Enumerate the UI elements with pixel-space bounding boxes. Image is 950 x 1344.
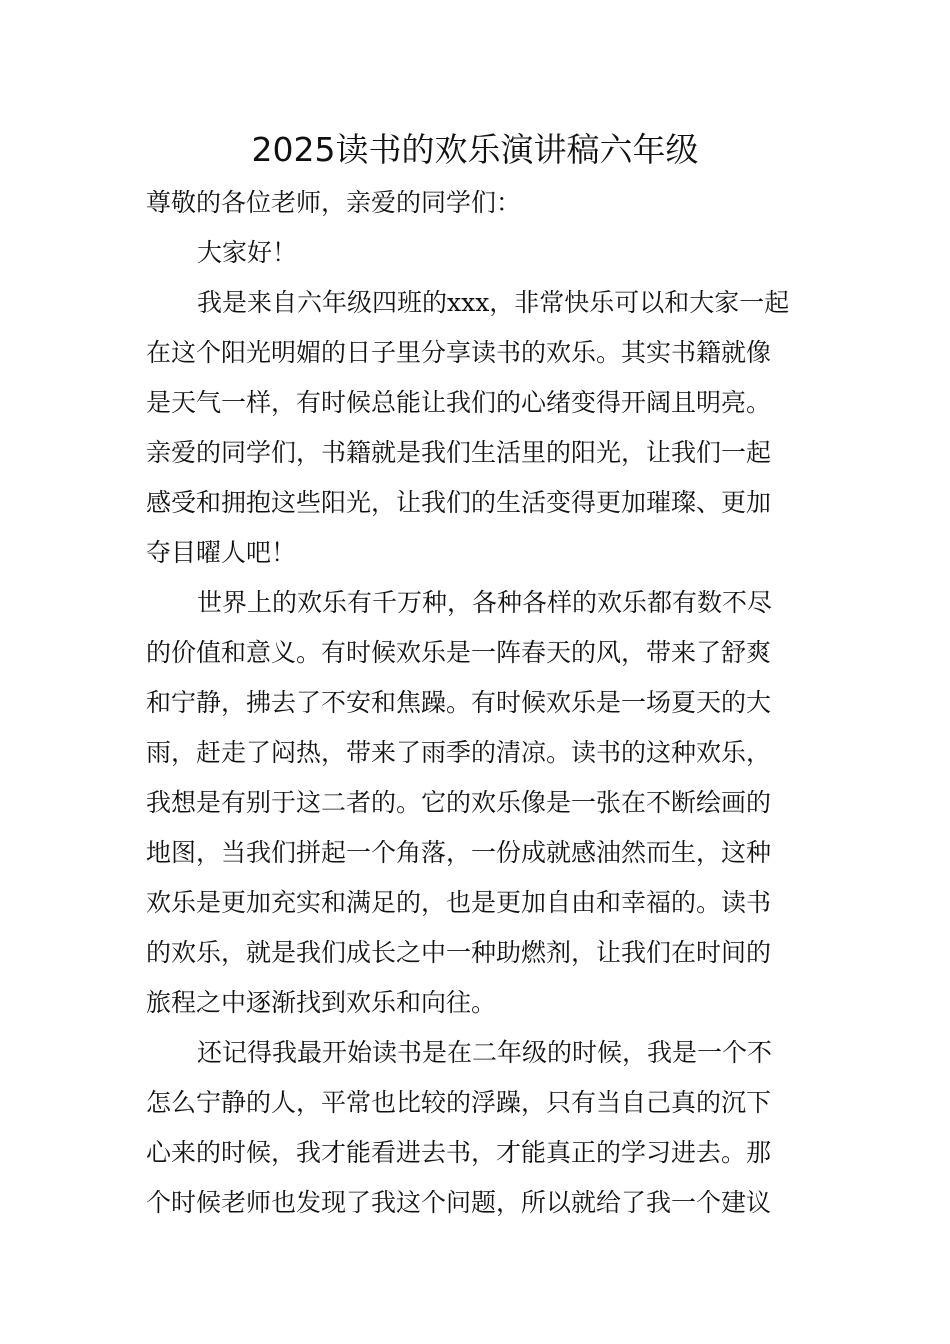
text-line: 地图，当我们拼起一个角落，一份成就感油然而生，这种: [146, 838, 772, 867]
text-line: 尊敬的各位老师，亲爱的同学们：: [146, 188, 522, 217]
text-line: 雨，赶走了闷热，带来了雨季的清凉。读书的这种欢乐，: [146, 738, 772, 767]
text-line: 的价值和意义。有时候欢乐是一阵春天的风，带来了舒爽: [146, 638, 772, 667]
text-line: 个时候老师也发现了我这个问题，所以就给了我一个建议: [146, 1188, 772, 1217]
text-line: 旅程之中逐渐找到欢乐和向往。: [146, 988, 497, 1017]
text-line: 夺目曜人吧！: [146, 538, 297, 567]
text-line: 感受和拥抱这些阳光，让我们的生活变得更加璀璨、更加: [146, 488, 772, 517]
text-line: 亲爱的同学们，书籍就是我们生活里的阳光，让我们一起: [146, 438, 772, 467]
text-line: 我想是有别于这二者的。它的欢乐像是一张在不断绘画的: [146, 788, 772, 817]
text-line: 欢乐是更加充实和满足的，也是更加自由和幸福的。读书: [146, 888, 772, 917]
text-line: 的欢乐，就是我们成长之中一种助燃剂，让我们在时间的: [146, 938, 772, 967]
text-line: 大家好！: [197, 238, 298, 267]
speech-body: [146, 178, 816, 1228]
text-line: 和宁静，拂去了不安和焦躁。有时候欢乐是一场夏天的大: [146, 688, 772, 717]
text-line: 在这个阳光明媚的日子里分享读书的欢乐。其实书籍就像: [146, 338, 772, 367]
text-line: 我是来自六年级四班的xxx，非常快乐可以和大家一起: [197, 288, 790, 317]
page-title: 2025读书的欢乐演讲稿六年级: [251, 130, 699, 169]
text-line: 怎么宁静的人，平常也比较的浮躁，只有当自己真的沉下: [146, 1088, 772, 1117]
text-line: 还记得我最开始读书是在二年级的时候，我是一个不: [197, 1038, 773, 1067]
text-line: 是天气一样，有时候总能让我们的心绪变得开阔且明亮。: [146, 388, 772, 417]
text-line: 心来的时候，我才能看进去书，才能真正的学习进去。那: [146, 1138, 772, 1167]
text-line: 世界上的欢乐有千万种，各种各样的欢乐都有数不尽: [197, 588, 773, 617]
